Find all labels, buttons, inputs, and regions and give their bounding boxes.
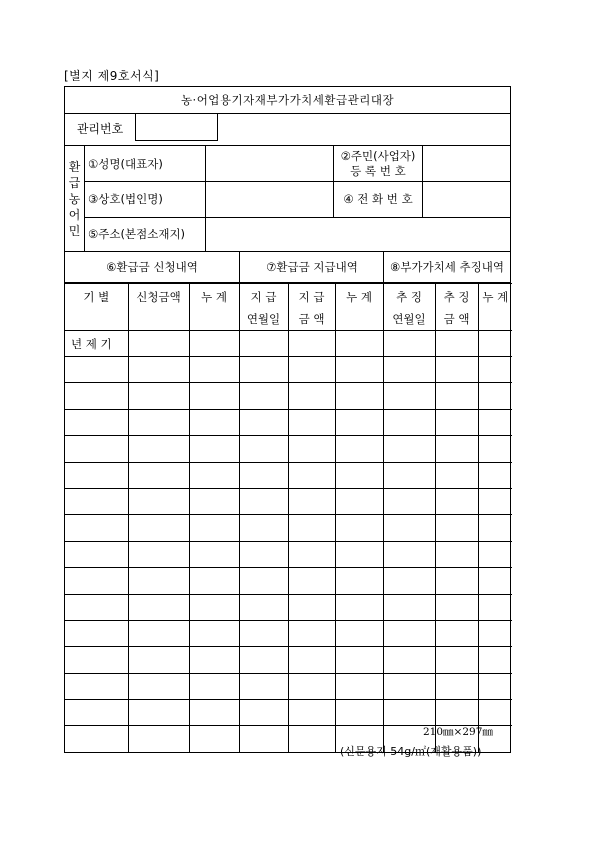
table-cell[interactable] bbox=[65, 568, 128, 594]
table-cell[interactable] bbox=[288, 436, 335, 462]
table-cell[interactable] bbox=[65, 541, 128, 567]
table-cell[interactable] bbox=[239, 331, 288, 357]
section-header-row bbox=[65, 252, 510, 283]
table-cell[interactable] bbox=[128, 700, 189, 726]
year-period-label: 년 제 기 bbox=[65, 331, 128, 357]
col-header-collection-date: 추 징 연월일 bbox=[383, 284, 435, 331]
table-cell[interactable] bbox=[189, 331, 239, 357]
form-title: 농·어업용기자재부가가치세환급관리대장 bbox=[65, 87, 510, 114]
table-cell[interactable] bbox=[189, 647, 239, 673]
col-header-collection-amount: 추 징 금 액 bbox=[435, 284, 478, 331]
table-cell[interactable] bbox=[478, 409, 512, 435]
refund-farmer-side-label bbox=[65, 146, 85, 251]
col-header-payment-amount: 지 급 금 액 bbox=[288, 284, 335, 331]
table-cell[interactable] bbox=[435, 515, 478, 541]
table-cell[interactable] bbox=[189, 726, 239, 752]
table-cell[interactable] bbox=[128, 647, 189, 673]
table-cell[interactable] bbox=[435, 620, 478, 646]
table-cell[interactable] bbox=[478, 568, 512, 594]
table-cell[interactable] bbox=[128, 726, 189, 752]
table-row bbox=[65, 409, 512, 435]
table-cell[interactable] bbox=[335, 594, 383, 620]
side-char: 환 bbox=[68, 159, 81, 174]
resident-number-label bbox=[333, 146, 422, 181]
table-cell[interactable] bbox=[478, 594, 512, 620]
table-cell[interactable] bbox=[65, 620, 128, 646]
table-cell[interactable] bbox=[239, 647, 288, 673]
table-cell[interactable] bbox=[288, 700, 335, 726]
resident-number-field[interactable] bbox=[422, 146, 510, 181]
table-cell[interactable] bbox=[288, 488, 335, 514]
table-row bbox=[65, 673, 512, 699]
table-cell[interactable] bbox=[128, 673, 189, 699]
table-cell[interactable] bbox=[288, 620, 335, 646]
table-cell[interactable] bbox=[239, 620, 288, 646]
table-cell[interactable] bbox=[128, 541, 189, 567]
table-cell[interactable] bbox=[288, 462, 335, 488]
table-row bbox=[65, 700, 512, 726]
table-cell[interactable] bbox=[288, 594, 335, 620]
table-cell[interactable] bbox=[383, 409, 435, 435]
table-cell[interactable] bbox=[478, 673, 512, 699]
farmer-info-block bbox=[65, 146, 510, 252]
table-cell[interactable] bbox=[383, 568, 435, 594]
table-cell[interactable] bbox=[435, 673, 478, 699]
col-header-period: 기 별 bbox=[65, 284, 128, 331]
table-cell[interactable] bbox=[335, 515, 383, 541]
table-cell[interactable] bbox=[189, 462, 239, 488]
table-cell[interactable] bbox=[435, 541, 478, 567]
table-cell[interactable] bbox=[383, 673, 435, 699]
table-cell[interactable] bbox=[189, 409, 239, 435]
phone-field[interactable] bbox=[422, 181, 510, 217]
table-row bbox=[65, 647, 512, 673]
management-number-field[interactable] bbox=[135, 114, 218, 141]
table-cell[interactable] bbox=[435, 383, 478, 409]
table-cell[interactable] bbox=[239, 700, 288, 726]
table-cell[interactable] bbox=[128, 383, 189, 409]
table-cell[interactable] bbox=[435, 331, 478, 357]
table-cell[interactable] bbox=[128, 331, 189, 357]
resident-label-line2: 등 록 번 호 bbox=[350, 163, 406, 178]
form-number-label: [별지 제9호서식] bbox=[64, 69, 160, 83]
table-cell[interactable] bbox=[65, 515, 128, 541]
table-cell[interactable] bbox=[128, 488, 189, 514]
resident-label-line1: ②주민(사업자) bbox=[340, 148, 416, 163]
table-cell[interactable] bbox=[478, 331, 512, 357]
table-cell[interactable] bbox=[478, 436, 512, 462]
table-cell[interactable] bbox=[128, 409, 189, 435]
management-number-row bbox=[65, 114, 510, 146]
table-cell[interactable] bbox=[189, 568, 239, 594]
table-cell[interactable] bbox=[335, 462, 383, 488]
table-cell[interactable] bbox=[288, 647, 335, 673]
table-cell[interactable] bbox=[65, 383, 128, 409]
table-cell[interactable] bbox=[435, 700, 478, 726]
table-cell[interactable] bbox=[478, 700, 512, 726]
table-cell[interactable] bbox=[335, 647, 383, 673]
table-cell[interactable] bbox=[65, 647, 128, 673]
address-label: ⑤주소(본점소재지) bbox=[88, 227, 186, 241]
table-cell[interactable] bbox=[335, 357, 383, 383]
table-cell[interactable] bbox=[65, 436, 128, 462]
table-cell[interactable] bbox=[435, 357, 478, 383]
table-row bbox=[65, 568, 512, 594]
table-cell[interactable] bbox=[435, 409, 478, 435]
table-cell[interactable] bbox=[335, 620, 383, 646]
table-cell[interactable] bbox=[288, 383, 335, 409]
table-cell[interactable] bbox=[288, 568, 335, 594]
table-cell[interactable] bbox=[128, 357, 189, 383]
side-char: 민 bbox=[68, 223, 81, 238]
payment-section-header: ⑦환급금 지급내역 bbox=[239, 252, 384, 282]
table-cell[interactable] bbox=[189, 541, 239, 567]
table-cell[interactable] bbox=[239, 726, 288, 752]
table-cell[interactable] bbox=[478, 462, 512, 488]
table-cell[interactable] bbox=[239, 541, 288, 567]
table-cell[interactable] bbox=[435, 647, 478, 673]
table-row bbox=[65, 515, 512, 541]
table-cell[interactable] bbox=[383, 700, 435, 726]
company-row bbox=[84, 181, 510, 218]
table-cell[interactable] bbox=[478, 383, 512, 409]
table-cell[interactable] bbox=[288, 726, 335, 752]
table-cell[interactable] bbox=[65, 357, 128, 383]
table-cell[interactable] bbox=[335, 700, 383, 726]
address-field[interactable] bbox=[205, 217, 510, 251]
table-cell[interactable] bbox=[65, 409, 128, 435]
table-cell[interactable] bbox=[435, 594, 478, 620]
table-cell[interactable] bbox=[189, 357, 239, 383]
table-cell[interactable] bbox=[288, 409, 335, 435]
name-label: ①성명(대표자) bbox=[88, 156, 163, 171]
table-cell[interactable] bbox=[128, 620, 189, 646]
table-cell[interactable] bbox=[288, 357, 335, 383]
table-cell[interactable] bbox=[65, 673, 128, 699]
table-cell[interactable] bbox=[65, 726, 128, 752]
table-row bbox=[65, 620, 512, 646]
table-cell[interactable] bbox=[383, 436, 435, 462]
col-header-request-total: 누 계 bbox=[189, 284, 239, 331]
table-cell[interactable] bbox=[335, 568, 383, 594]
table-row bbox=[65, 462, 512, 488]
side-char: 급 bbox=[68, 175, 81, 190]
table-cell[interactable] bbox=[239, 462, 288, 488]
table-cell[interactable] bbox=[383, 488, 435, 514]
table-row bbox=[65, 594, 512, 620]
table-cell[interactable] bbox=[239, 409, 288, 435]
table-cell[interactable] bbox=[288, 515, 335, 541]
table-cell[interactable] bbox=[239, 515, 288, 541]
table-cell[interactable] bbox=[435, 436, 478, 462]
col-header-payment-date: 지 급 연월일 bbox=[239, 284, 288, 331]
table-cell[interactable] bbox=[335, 383, 383, 409]
year-period-row bbox=[65, 331, 512, 357]
column-header-row bbox=[65, 284, 512, 331]
table-cell[interactable] bbox=[189, 700, 239, 726]
table-cell[interactable] bbox=[288, 673, 335, 699]
table-cell[interactable] bbox=[239, 594, 288, 620]
col-header-request-amount: 신청금액 bbox=[128, 284, 189, 331]
col-header-collection-total: 누 계 bbox=[478, 284, 512, 331]
address-row bbox=[84, 217, 510, 251]
table-cell[interactable] bbox=[383, 515, 435, 541]
table-row bbox=[65, 436, 512, 462]
application-section-header: ⑥환급금 신청내역 bbox=[106, 260, 198, 274]
company-field[interactable] bbox=[205, 181, 333, 217]
table-cell[interactable] bbox=[128, 462, 189, 488]
table-cell[interactable] bbox=[478, 647, 512, 673]
table-row bbox=[65, 488, 512, 514]
table-cell[interactable] bbox=[189, 515, 239, 541]
management-number-label: 관리번호 bbox=[76, 122, 124, 136]
table-cell[interactable] bbox=[65, 700, 128, 726]
table-cell[interactable] bbox=[383, 541, 435, 567]
table-cell[interactable] bbox=[189, 383, 239, 409]
table-cell[interactable] bbox=[239, 383, 288, 409]
phone-label: ④ 전 화 번 호 bbox=[333, 181, 422, 217]
table-cell[interactable] bbox=[189, 594, 239, 620]
table-cell[interactable] bbox=[189, 620, 239, 646]
table-row bbox=[65, 357, 512, 383]
table-cell[interactable] bbox=[383, 383, 435, 409]
table-cell[interactable] bbox=[478, 620, 512, 646]
table-cell[interactable] bbox=[478, 488, 512, 514]
table-cell[interactable] bbox=[239, 357, 288, 383]
table-cell[interactable] bbox=[128, 436, 189, 462]
paper-type-note: (신문용지 54g/㎡(재활용품)) bbox=[340, 745, 482, 758]
ledger-form bbox=[64, 86, 511, 753]
side-char: 어 bbox=[68, 207, 81, 222]
table-cell[interactable] bbox=[335, 673, 383, 699]
table-cell[interactable] bbox=[335, 488, 383, 514]
table-cell[interactable] bbox=[435, 568, 478, 594]
table-cell[interactable] bbox=[239, 568, 288, 594]
table-cell[interactable] bbox=[383, 620, 435, 646]
table-cell[interactable] bbox=[128, 568, 189, 594]
table-cell[interactable] bbox=[335, 541, 383, 567]
side-char: 농 bbox=[68, 191, 81, 206]
company-label: ③상호(법인명) bbox=[88, 192, 163, 206]
table-cell[interactable] bbox=[128, 515, 189, 541]
table-cell[interactable] bbox=[189, 436, 239, 462]
table-row bbox=[65, 541, 512, 567]
table-cell[interactable] bbox=[65, 594, 128, 620]
table-cell[interactable] bbox=[189, 673, 239, 699]
table-row bbox=[65, 383, 512, 409]
table-cell[interactable] bbox=[335, 436, 383, 462]
table-cell[interactable] bbox=[335, 409, 383, 435]
table-cell[interactable] bbox=[128, 594, 189, 620]
table-cell[interactable] bbox=[383, 331, 435, 357]
table-cell[interactable] bbox=[239, 488, 288, 514]
table-cell[interactable] bbox=[383, 357, 435, 383]
table-cell[interactable] bbox=[239, 673, 288, 699]
table-cell[interactable] bbox=[383, 647, 435, 673]
table-cell[interactable] bbox=[65, 462, 128, 488]
name-field[interactable] bbox=[205, 146, 333, 181]
name-row bbox=[84, 146, 510, 182]
table-cell[interactable] bbox=[65, 488, 128, 514]
table-cell[interactable] bbox=[478, 515, 512, 541]
table-cell[interactable] bbox=[288, 331, 335, 357]
table-cell[interactable] bbox=[478, 357, 512, 383]
table-cell[interactable] bbox=[478, 541, 512, 567]
collection-section-header: ⑧부가가치세 추징내역 bbox=[383, 252, 510, 282]
col-header-payment-total: 누 계 bbox=[335, 284, 383, 331]
table-cell[interactable] bbox=[435, 462, 478, 488]
table-cell[interactable] bbox=[383, 462, 435, 488]
table-cell[interactable] bbox=[383, 594, 435, 620]
table-cell[interactable] bbox=[189, 488, 239, 514]
paper-size-note: 210㎜×297㎜ bbox=[423, 726, 493, 738]
table-cell[interactable] bbox=[335, 331, 383, 357]
ledger-table bbox=[65, 283, 512, 752]
table-cell[interactable] bbox=[239, 436, 288, 462]
table-cell[interactable] bbox=[435, 488, 478, 514]
table-cell[interactable] bbox=[288, 541, 335, 567]
